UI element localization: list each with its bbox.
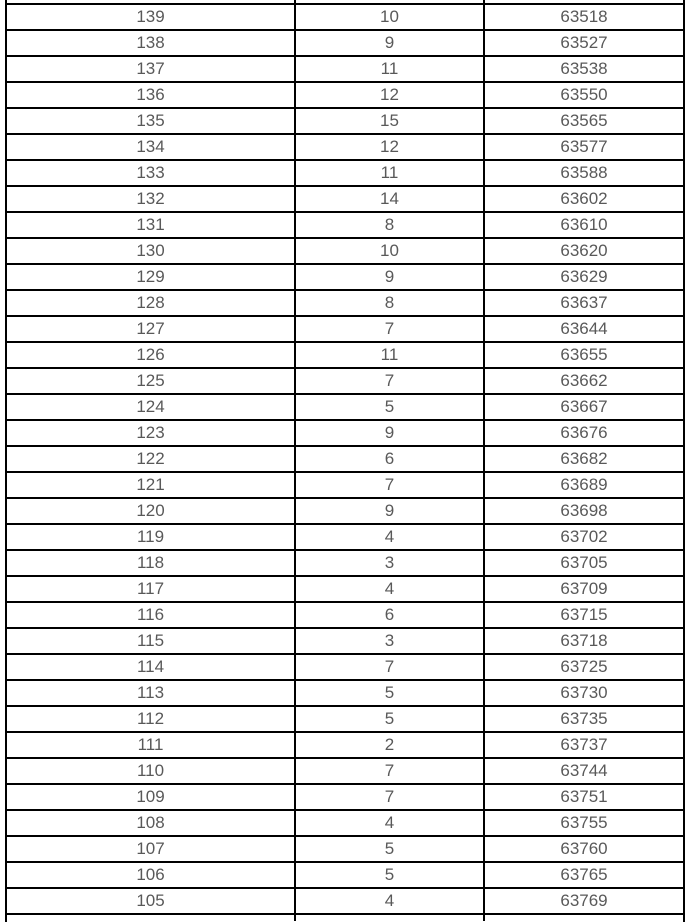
table-cell: 12 <box>296 83 485 107</box>
table-row <box>7 499 683 525</box>
table-cell: 11 <box>296 57 485 81</box>
table-cell: 63588 <box>560 163 608 182</box>
table-cell: 118 <box>7 551 296 575</box>
table-cell: 63744 <box>560 761 608 780</box>
table-cell: 4 <box>296 889 485 913</box>
table-row <box>7 473 683 499</box>
table-cell: 122 <box>7 447 296 471</box>
table-cell: 7 <box>296 759 485 783</box>
table-cell: 63730 <box>560 683 608 702</box>
table-cell: 9 <box>296 31 485 55</box>
table-row <box>7 317 683 343</box>
table-cell: 117 <box>7 577 296 601</box>
table-cell: 63667 <box>560 397 608 416</box>
table-cell: 63538 <box>560 59 608 78</box>
table-cell: 15 <box>296 109 485 133</box>
table-cell: 105 <box>7 889 296 913</box>
table-row <box>7 603 683 629</box>
table-cell: 4 <box>296 577 485 601</box>
table-cell: 63769 <box>560 891 608 910</box>
table-cell <box>485 0 683 3</box>
table-cell: 63698 <box>560 501 608 520</box>
table-row <box>7 395 683 421</box>
table-cell: 63709 <box>560 579 608 598</box>
table-cell: 63527 <box>560 33 608 52</box>
table-cell: 63682 <box>560 449 608 468</box>
table-cell: 5 <box>296 837 485 861</box>
table-row <box>7 213 683 239</box>
table-row <box>7 239 683 265</box>
table-row <box>7 343 683 369</box>
table-cell: 5 <box>296 395 485 419</box>
table-cell: 7 <box>296 317 485 341</box>
table-cell: 113 <box>7 681 296 705</box>
table-cell: 130 <box>7 239 296 263</box>
table-row <box>7 889 683 915</box>
table-cell: 137 <box>7 57 296 81</box>
table-cell: 63602 <box>560 189 608 208</box>
table-cell: 63725 <box>560 657 608 676</box>
table-cell: 115 <box>7 629 296 653</box>
table-row <box>7 759 683 785</box>
table-cell: 6 <box>296 447 485 471</box>
table-cell: 4 <box>296 811 485 835</box>
table-row <box>7 83 683 109</box>
table-cell: 123 <box>7 421 296 445</box>
table-cell: 128 <box>7 291 296 315</box>
table-row <box>7 421 683 447</box>
table-cell: 126 <box>7 343 296 367</box>
table-cell: 63620 <box>560 241 608 260</box>
table-cell: 63718 <box>560 631 608 650</box>
table-row <box>7 655 683 681</box>
table-cell: 139 <box>7 5 296 29</box>
table-row <box>7 863 683 889</box>
table-cell: 63689 <box>560 475 608 494</box>
table-cell: 8 <box>296 213 485 237</box>
table-cell: 124 <box>7 395 296 419</box>
table-cell: 9 <box>296 421 485 445</box>
table-cell: 63518 <box>560 7 608 26</box>
table-cell: 7 <box>296 785 485 809</box>
table-cell: 129 <box>7 265 296 289</box>
table-cell: 63655 <box>560 345 608 364</box>
table-cell: 63550 <box>560 85 608 104</box>
table-cell <box>7 915 296 921</box>
table-cell: 127 <box>7 317 296 341</box>
table-cell: 135 <box>7 109 296 133</box>
table-cell: 9 <box>296 265 485 289</box>
table-cell: 8 <box>296 291 485 315</box>
table-row <box>7 369 683 395</box>
table-row <box>7 135 683 161</box>
table-row <box>7 187 683 213</box>
table-cell: 63735 <box>560 709 608 728</box>
table-row <box>7 161 683 187</box>
table-cell: 138 <box>7 31 296 55</box>
table-row <box>7 265 683 291</box>
table-cell: 10 <box>296 5 485 29</box>
table-cell: 63715 <box>560 605 608 624</box>
table-cell: 63705 <box>560 553 608 572</box>
table-cell: 63751 <box>560 787 608 806</box>
table-cell: 63702 <box>560 527 608 546</box>
table-cell: 63765 <box>560 865 608 884</box>
table-cell: 63610 <box>560 215 608 234</box>
table-cell: 63662 <box>560 371 608 390</box>
table-cell: 5 <box>296 863 485 887</box>
table-cell: 10 <box>296 239 485 263</box>
table-cell: 125 <box>7 369 296 393</box>
table-cell: 131 <box>7 213 296 237</box>
table-cell: 132 <box>7 187 296 211</box>
table-cell: 107 <box>7 837 296 861</box>
table-cell: 63755 <box>560 813 608 832</box>
table-cell: 12 <box>296 135 485 159</box>
table-cell <box>485 915 683 921</box>
table-cell <box>296 0 485 3</box>
table-cell <box>296 915 485 921</box>
table-row <box>7 811 683 837</box>
table-cell: 116 <box>7 603 296 627</box>
table-cell: 11 <box>296 343 485 367</box>
table-cell: 3 <box>296 551 485 575</box>
table-row <box>7 733 683 759</box>
table-cell: 63637 <box>560 293 608 312</box>
table-row <box>7 629 683 655</box>
table-cell: 63737 <box>560 735 608 754</box>
table-row <box>7 551 683 577</box>
table-cell: 7 <box>296 369 485 393</box>
table-row <box>7 5 683 31</box>
table-row <box>7 291 683 317</box>
score-distribution-table <box>5 0 685 922</box>
table-row <box>7 681 683 707</box>
table-cell: 63644 <box>560 319 608 338</box>
table-cell: 121 <box>7 473 296 497</box>
table-cell: 6 <box>296 603 485 627</box>
table-cell: 63577 <box>560 137 608 156</box>
table-cell: 134 <box>7 135 296 159</box>
table-cell: 63565 <box>560 111 608 130</box>
table-row <box>7 707 683 733</box>
table-cell: 114 <box>7 655 296 679</box>
table-cell: 5 <box>296 681 485 705</box>
table-cell: 111 <box>7 733 296 757</box>
table-row <box>7 447 683 473</box>
table-cell: 119 <box>7 525 296 549</box>
table-cell: 133 <box>7 161 296 185</box>
clipped-row-bottom <box>7 915 683 921</box>
table-cell: 120 <box>7 499 296 523</box>
table-cell: 108 <box>7 811 296 835</box>
table-row <box>7 109 683 135</box>
table-cell: 4 <box>296 525 485 549</box>
table-cell: 112 <box>7 707 296 731</box>
table-cell: 7 <box>296 473 485 497</box>
table-row <box>7 785 683 811</box>
table-row <box>7 577 683 603</box>
table-row <box>7 31 683 57</box>
table-cell: 14 <box>296 187 485 211</box>
table-cell: 109 <box>7 785 296 809</box>
table-cell: 63676 <box>560 423 608 442</box>
table-cell: 11 <box>296 161 485 185</box>
score-table-body <box>7 5 683 915</box>
table-cell: 7 <box>296 655 485 679</box>
table-cell: 106 <box>7 863 296 887</box>
table-row <box>7 57 683 83</box>
table-cell: 9 <box>296 499 485 523</box>
table-row <box>7 837 683 863</box>
table-cell: 3 <box>296 629 485 653</box>
table-cell: 5 <box>296 707 485 731</box>
table-cell <box>7 0 296 3</box>
table-cell: 136 <box>7 83 296 107</box>
table-cell: 2 <box>296 733 485 757</box>
table-cell: 110 <box>7 759 296 783</box>
table-cell: 63629 <box>560 267 608 286</box>
table-row <box>7 525 683 551</box>
table-cell: 63760 <box>560 839 608 858</box>
